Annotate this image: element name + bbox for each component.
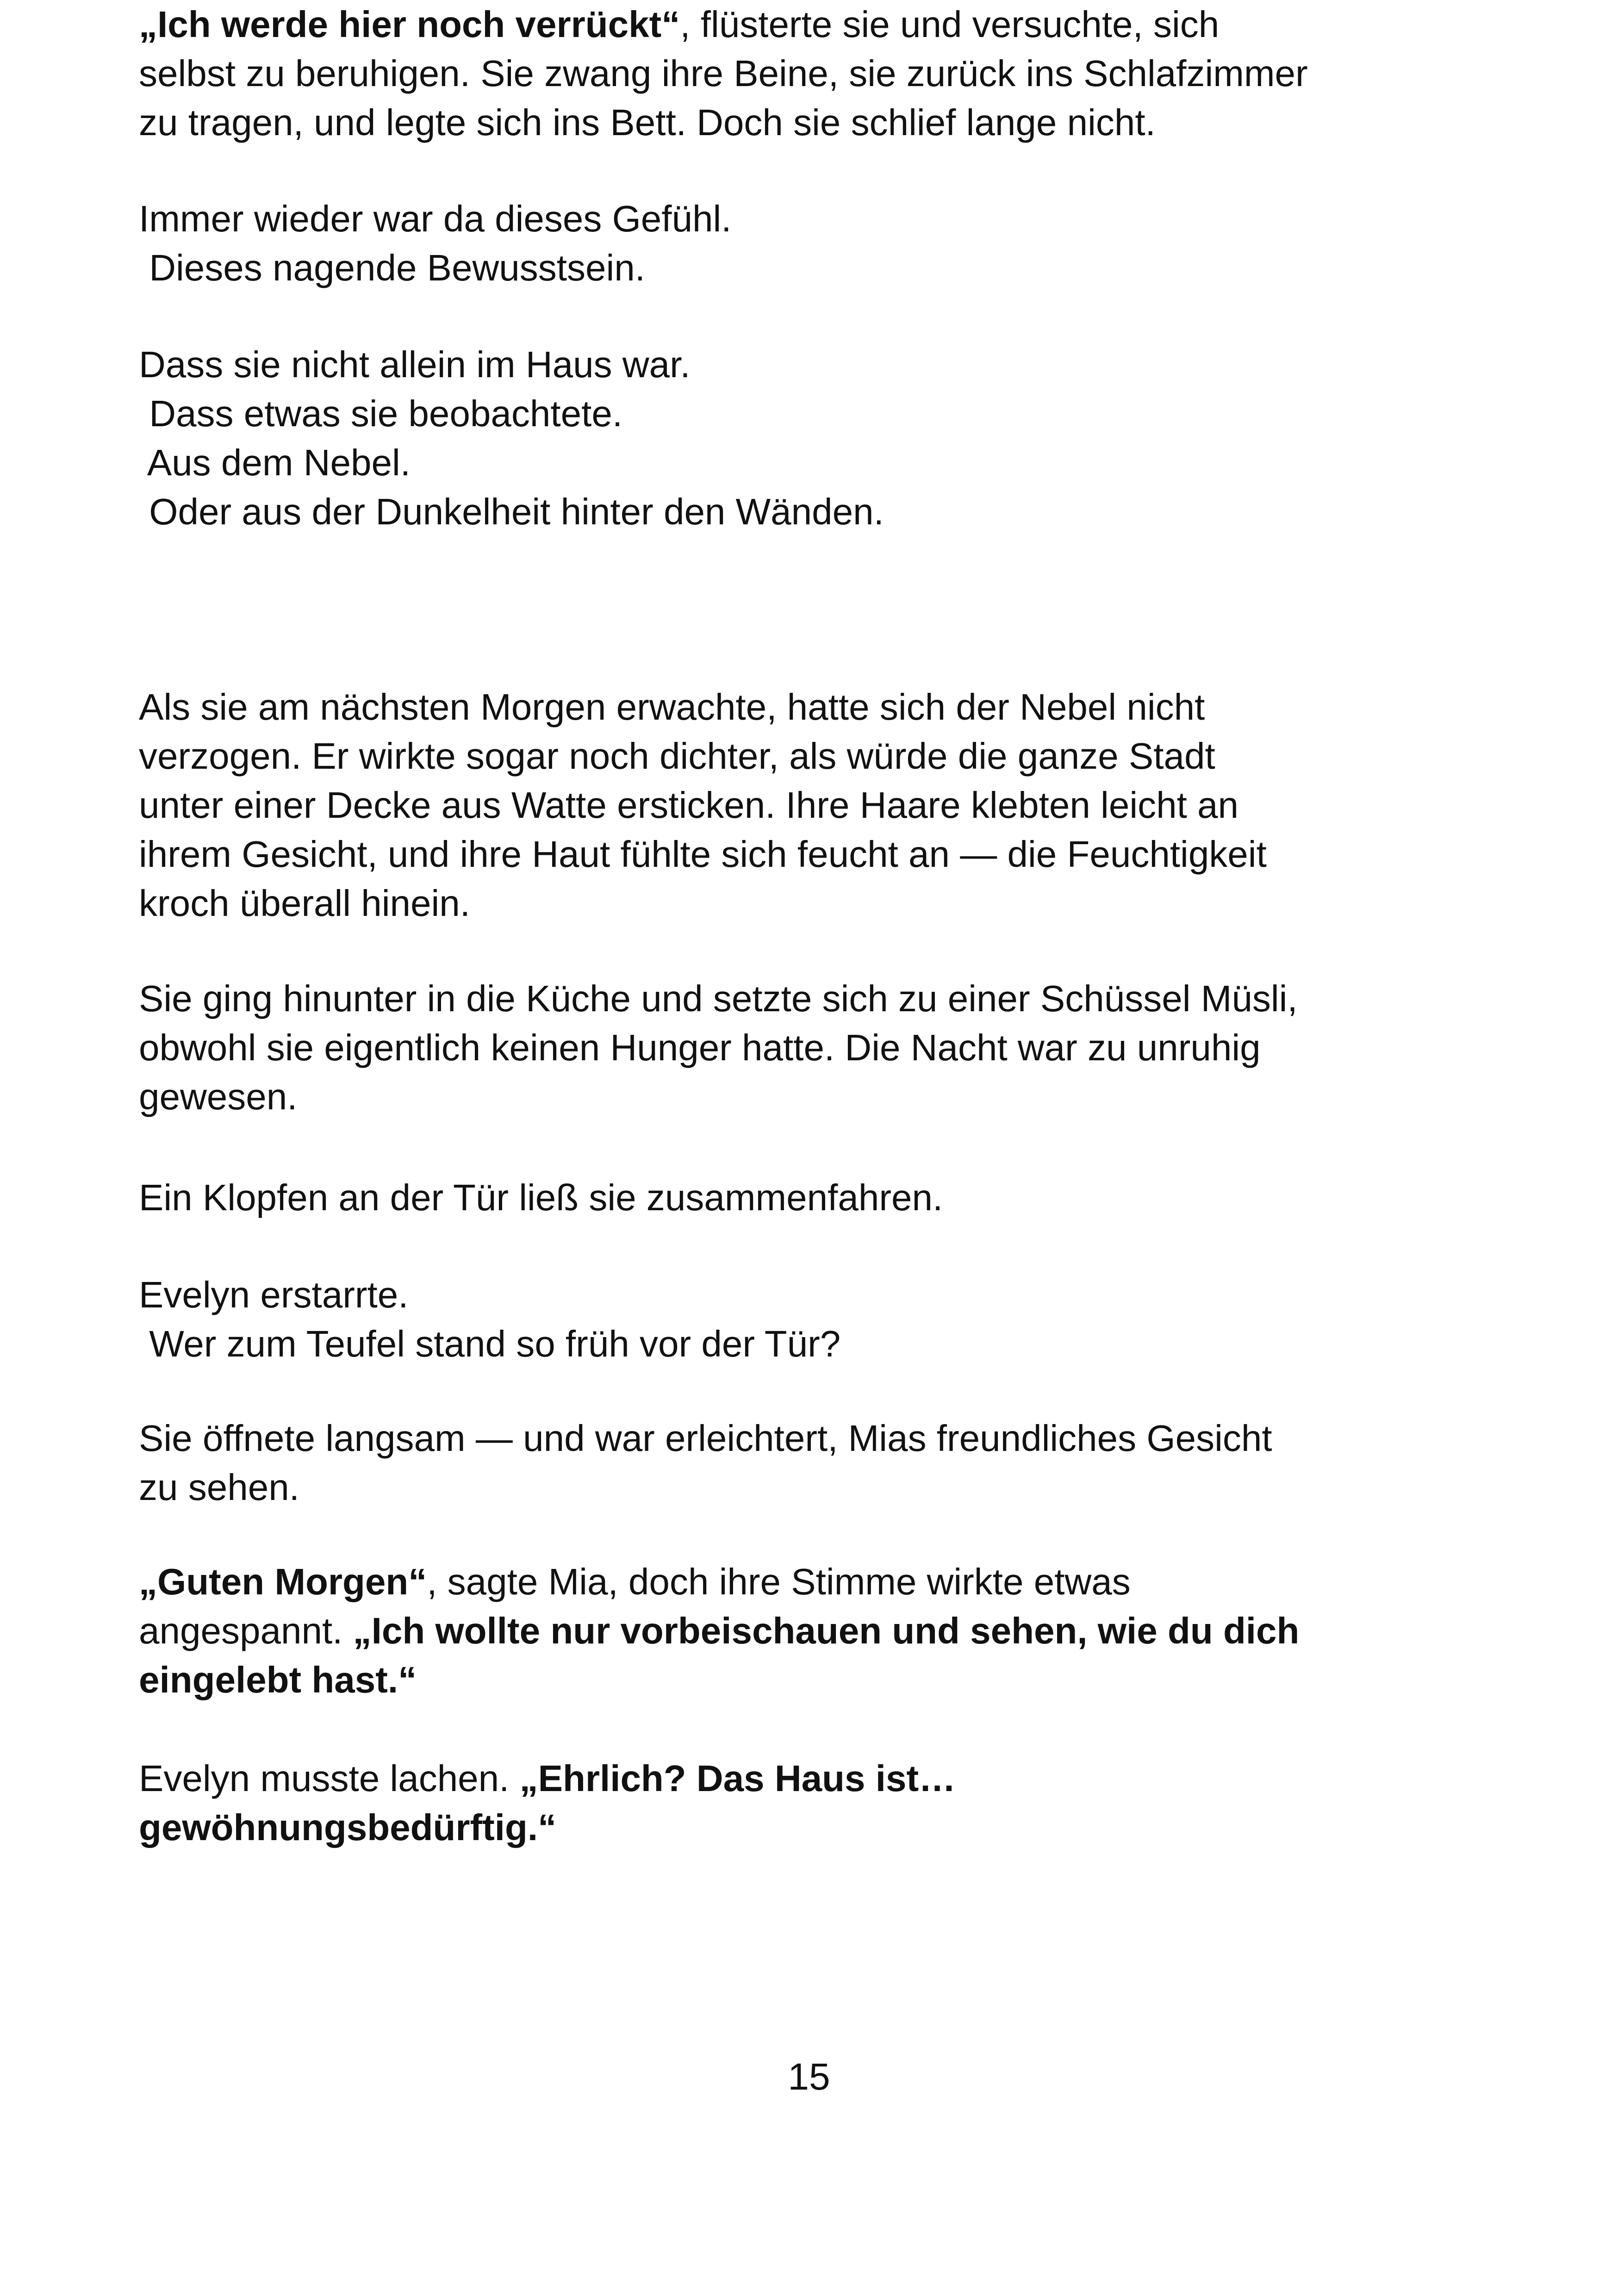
text-run: Evelyn musste lachen.	[139, 1758, 520, 1799]
text-run: , sagte Mia, doch ihre Stimme wirkte etwas	[427, 1561, 1131, 1602]
text-line	[139, 1463, 1518, 1512]
text-run: Aus dem Nebel.	[139, 442, 411, 483]
text-line	[139, 974, 1518, 1023]
text-run: angespannt.	[139, 1610, 353, 1651]
text-run: verzogen. Er wirkte sogar noch dichter, als würde die ganze Stadt	[139, 735, 1215, 777]
text-line	[139, 243, 1518, 292]
text-run: gewesen.	[139, 1076, 298, 1117]
paragraph	[139, 340, 1518, 536]
text-run: ihrem Gesicht, und ihre Haut fühlte sich feucht an — die Feuchtigkeit	[139, 834, 1267, 875]
paragraph	[139, 1754, 1518, 1852]
text-line	[139, 1270, 1518, 1319]
text-run: Ein Klopfen an der Tür ließ sie zusammenfahren.	[139, 1177, 943, 1218]
text-line	[139, 1655, 1518, 1705]
bold-dialogue: „Ehrlich? Das Haus ist…	[519, 1758, 956, 1799]
text-run: Oder aus der Dunkelheit hinter den Wänden.	[139, 491, 884, 532]
text-run: kroch überall hinein.	[139, 883, 470, 924]
text-run: unter einer Decke aus Watte ersticken. Ihre Haare klebten leicht an	[139, 784, 1239, 826]
paragraph	[139, 1270, 1518, 1369]
paragraph	[139, 0, 1518, 147]
page-number: 15	[788, 2056, 830, 2098]
text-line	[139, 98, 1518, 147]
text-line	[139, 1414, 1518, 1463]
text-run: zu tragen, und legte sich ins Bett. Doch sie schlief lange nicht.	[139, 102, 1156, 143]
paragraph	[139, 1557, 1518, 1705]
bold-dialogue: eingelebt hast.“	[139, 1659, 417, 1700]
paragraph	[139, 1173, 1518, 1222]
text-line	[139, 340, 1518, 389]
text-line	[139, 1072, 1518, 1121]
text-line	[139, 1606, 1518, 1655]
text-run: Sie ging hinunter in die Küche und setzte sich zu einer Schüssel Müsli,	[139, 978, 1298, 1019]
text-run: Evelyn erstarrte.	[139, 1274, 409, 1315]
text-run: Dieses nagende Bewusstsein.	[139, 247, 645, 288]
text-run: selbst zu beruhigen. Sie zwang ihre Beine, sie zurück ins Schlafzimmer	[139, 53, 1308, 94]
text-line	[139, 1557, 1518, 1606]
text-run: zu sehen.	[139, 1467, 299, 1508]
text-line	[139, 683, 1518, 732]
bold-dialogue: „Guten Morgen“	[139, 1561, 427, 1602]
text-line	[139, 1023, 1518, 1072]
text-run: Wer zum Teufel stand so früh vor der Tür?	[139, 1323, 841, 1364]
text-run: obwohl sie eigentlich keinen Hunger hatte. Die Nacht war zu unruhig	[139, 1027, 1261, 1068]
text-run: , flüsterte sie und versuchte, sich	[680, 4, 1220, 45]
bold-dialogue: „Ich werde hier noch verrückt“	[139, 4, 680, 45]
text-line	[139, 1754, 1518, 1803]
paragraph	[139, 683, 1518, 928]
text-run: Dass etwas sie beobachtete.	[139, 393, 623, 434]
text-line	[139, 879, 1518, 928]
text-run: Dass sie nicht allein im Haus war.	[139, 344, 691, 385]
text-line	[139, 1319, 1518, 1369]
text-line	[139, 830, 1518, 879]
text-run: Immer wieder war da dieses Gefühl.	[139, 198, 732, 239]
text-line	[139, 732, 1518, 781]
paragraph	[139, 194, 1518, 292]
paragraph	[139, 974, 1518, 1121]
bold-dialogue: „Ich wollte nur vorbeischauen und sehen, wie du dich	[353, 1610, 1300, 1651]
text-line	[139, 487, 1518, 536]
text-line	[139, 1803, 1518, 1852]
text-run: Sie öffnete langsam — und war erleichtert, Mias freundliches Gesicht	[139, 1418, 1272, 1459]
bold-dialogue: gewöhnungsbedürftig.“	[139, 1807, 557, 1848]
text-line	[139, 781, 1518, 830]
text-line	[139, 1173, 1518, 1222]
text-line	[139, 194, 1518, 243]
text-run: Als sie am nächsten Morgen erwachte, hatte sich der Nebel nicht	[139, 686, 1205, 728]
paragraph	[139, 1414, 1518, 1512]
text-line	[139, 389, 1518, 438]
text-line	[139, 49, 1518, 98]
text-line	[139, 0, 1518, 49]
text-line	[139, 438, 1518, 487]
